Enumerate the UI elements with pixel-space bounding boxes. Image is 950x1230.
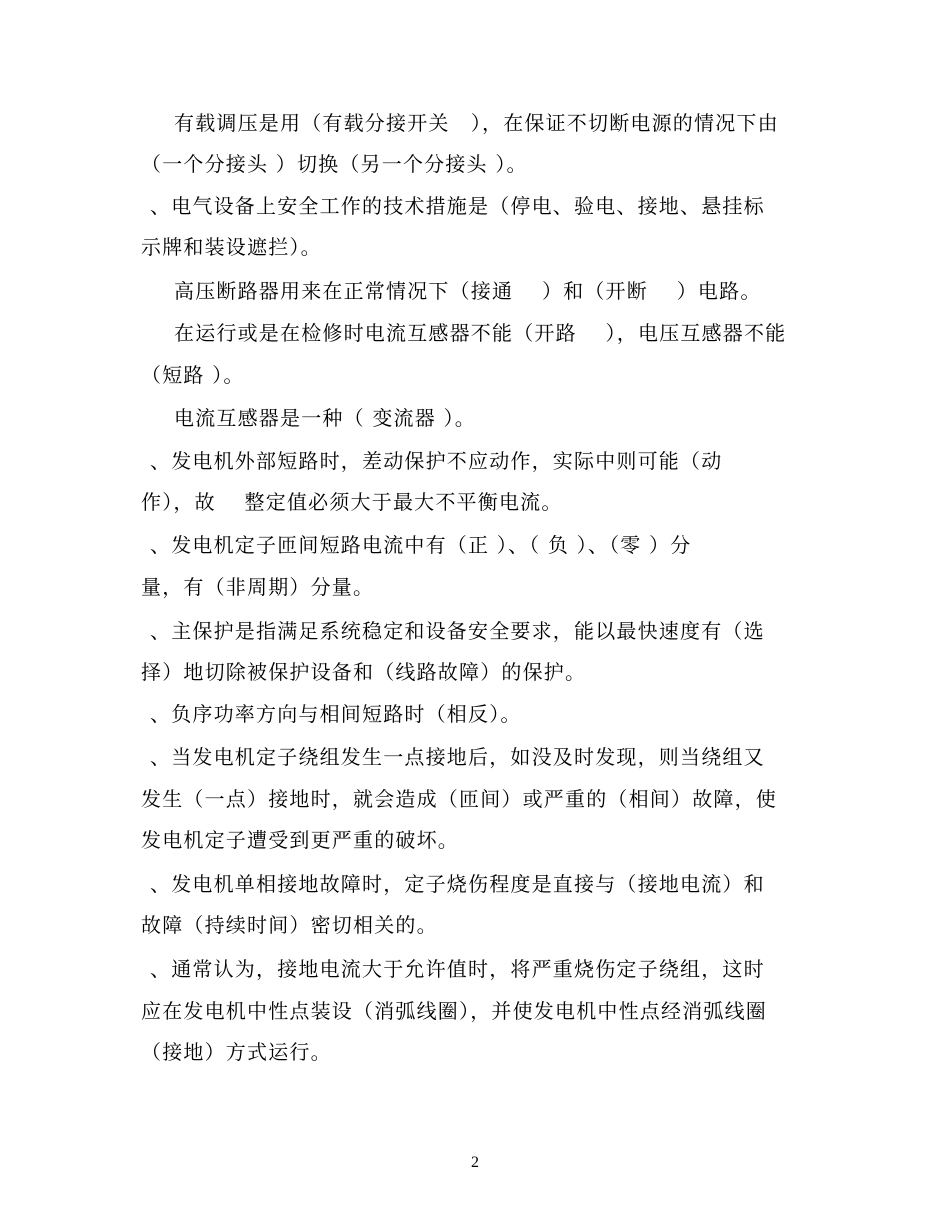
item-6-line-1: 、发电机外部短路时，差动保护不应动作，实际中则可能（动 (150, 449, 723, 473)
item-12-line-3: （接地）方式运行。 (141, 1040, 332, 1064)
page-number: 2 (471, 1154, 479, 1171)
item-10-line-3: 发电机定子遭受到更严重的破坏。 (141, 828, 459, 852)
item-7-line-1: 、发电机定子匝间短路电流中有（正 ）、（ 负 ）、（零 ）分 (150, 533, 692, 557)
item-12-line-1: 、通常认为，接地电流大于允许值时，将严重烧伤定子绕组，这时 (150, 957, 765, 981)
item-4-line-2: （短路 ）。 (141, 363, 245, 387)
item-11-line-2: 故障（持续时间）密切相关的。 (141, 913, 438, 937)
item-1-line-1: 有载调压是用（有载分接开关 ），在保证不切断电源的情况下由 (174, 111, 779, 135)
item-9-line-1: 、负序功率方向与相间短路时（相反）。 (150, 702, 522, 726)
item-2-line-2: 示牌和装设遮拦）。 (141, 235, 322, 259)
item-8-line-1: 、主保护是指满足系统稳定和设备安全要求，能以最快速度有（选 (150, 619, 765, 643)
item-8-line-2: 择）地切除被保护设备和（线路故障）的保护。 (141, 660, 587, 684)
item-10-line-2: 发生（一点）接地时，就会造成（匝间）或严重的（相间）故障，使 (141, 787, 777, 811)
item-1-line-2: （一个分接头 ）切换（另一个分接头 ）。 (141, 152, 528, 176)
item-7-line-2: 量，有（非周期）分量。 (141, 575, 375, 599)
item-5-line-1: 电流互感器是一种（ 变流器 ）。 (174, 406, 476, 430)
item-3-line-1: 高压断路器用来在正常情况下（接通 ）和（开断 ）电路。 (174, 279, 762, 303)
item-10-line-1: 、当发电机定子绕组发生一点接地后，如没及时发现，则当绕组又 (150, 745, 765, 769)
item-4-line-1: 在运行或是在检修时电流互感器不能（开路 ），电压互感器不能 (174, 321, 787, 345)
item-11-line-1: 、发电机单相接地故障时，定子烧伤程度是直接与（接地电流）和 (150, 872, 765, 896)
item-12-line-2: 应在发电机中性点装设（消弧线圈），并使发电机中性点经消弧线圈 (141, 999, 767, 1023)
item-2-line-1: 、电气设备上安全工作的技术措施是（停电、验电、接地、悬挂标 (150, 194, 765, 218)
item-6-line-2: 作），故 整定值必须大于最大不平衡电流。 (141, 490, 563, 514)
